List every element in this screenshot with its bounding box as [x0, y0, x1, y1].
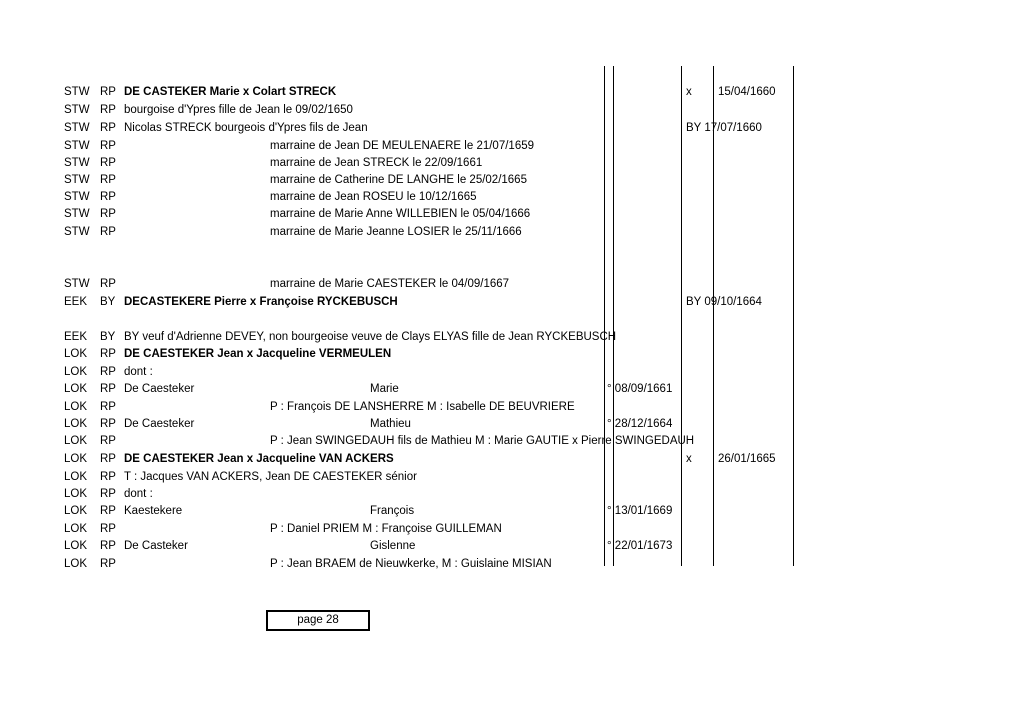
marriage-date: 15/04/1660 — [718, 86, 776, 98]
record-row — [0, 521, 1024, 538]
parish-code: LOK — [64, 505, 88, 517]
page-number: page 28 — [266, 610, 370, 631]
record-type: RP — [100, 122, 116, 134]
parish-code: LOK — [64, 453, 88, 465]
record-type: RP — [100, 540, 116, 552]
record-row — [0, 224, 1024, 241]
child-name: Mathieu — [370, 418, 411, 430]
parish-code: LOK — [64, 383, 88, 395]
record-type: RP — [100, 140, 116, 152]
record-text: De Caesteker — [124, 383, 195, 395]
record-type: RP — [100, 208, 116, 220]
record-row — [0, 329, 1024, 346]
record-title: DE CASTEKER Marie x Colart STRECK — [124, 86, 337, 98]
record-row — [0, 102, 1024, 119]
record-note: marraine de Jean STRECK le 22/09/1661 — [270, 157, 483, 169]
record-row — [0, 294, 1024, 311]
parish-code: LOK — [64, 366, 88, 378]
record-type: RP — [100, 226, 116, 238]
record-row — [0, 120, 1024, 137]
record-note: marraine de Jean DE MEULENAERE le 21/07/1659 — [270, 140, 535, 152]
record-row — [0, 346, 1024, 363]
parish-code: LOK — [64, 523, 88, 535]
record-type: RP — [100, 488, 116, 500]
record-row — [0, 486, 1024, 503]
birth-date: ° 22/01/1673 — [607, 540, 673, 552]
parish-code: LOK — [64, 435, 88, 447]
record-note: P : François DE LANSHERRE M : Isabelle DE BEUVRIERE — [270, 401, 575, 413]
parish-code: LOK — [64, 540, 88, 552]
child-name: Marie — [370, 383, 399, 395]
parish-code: LOK — [64, 471, 88, 483]
record-type: RP — [100, 435, 116, 447]
parish-code: STW — [64, 140, 90, 152]
record-row — [0, 364, 1024, 381]
record-row — [0, 172, 1024, 189]
record-text: T : Jacques VAN ACKERS, Jean DE CAESTEKER sénior — [124, 471, 417, 483]
record-note: P : Daniel PRIEM M : Françoise GUILLEMAN — [270, 523, 502, 535]
record-title: DE CAESTEKER Jean x Jacqueline VAN ACKERS — [124, 453, 394, 465]
record-row — [0, 451, 1024, 468]
parish-code: LOK — [64, 558, 88, 570]
birth-date: ° 28/12/1664 — [607, 418, 673, 430]
parish-code: STW — [64, 208, 90, 220]
parish-code: STW — [64, 122, 90, 134]
child-name: Gislenne — [370, 540, 416, 552]
record-row — [0, 84, 1024, 101]
bourgeois-date: BY 09/10/1664 — [686, 296, 762, 308]
record-text: dont : — [124, 366, 153, 378]
birth-date: ° 08/09/1661 — [607, 383, 673, 395]
parish-code: STW — [64, 226, 90, 238]
record-type: RP — [100, 86, 116, 98]
record-text: bourgoise d'Ypres fille de Jean le 09/02/1650 — [124, 104, 353, 116]
record-text: De Casteker — [124, 540, 188, 552]
record-type: RP — [100, 366, 116, 378]
record-note: marraine de Marie Anne WILLEBIEN le 05/04/1666 — [270, 208, 531, 220]
record-type: RP — [100, 523, 116, 535]
record-type: RP — [100, 418, 116, 430]
child-name: François — [370, 505, 415, 517]
record-text: De Caesteker — [124, 418, 195, 430]
record-row — [0, 433, 1024, 450]
record-type: RP — [100, 104, 116, 116]
record-note: marraine de Marie CAESTEKER le 04/09/1667 — [270, 278, 510, 290]
parish-code: LOK — [64, 401, 88, 413]
record-type: RP — [100, 401, 116, 413]
birth-date: ° 13/01/1669 — [607, 505, 673, 517]
record-row — [0, 381, 1024, 398]
record-type: RP — [100, 558, 116, 570]
record-row — [0, 155, 1024, 172]
record-note: P : Jean SWINGEDAUH fils de Mathieu M : Marie GAUTIE x Pierre SWINGEDAUH — [270, 435, 695, 447]
parish-code: EEK — [64, 331, 88, 343]
parish-code: STW — [64, 86, 90, 98]
record-row — [0, 538, 1024, 555]
parish-code: EEK — [64, 296, 88, 308]
record-row — [0, 469, 1024, 486]
record-note: P : Jean BRAEM de Nieuwkerke, M : Guislaine MISIAN — [270, 558, 552, 570]
parish-code: STW — [64, 157, 90, 169]
record-text: Kaestekere — [124, 505, 183, 517]
record-title: DE CAESTEKER Jean x Jacqueline VERMEULEN — [124, 348, 392, 360]
marriage-mark: x — [686, 86, 692, 98]
record-row — [0, 416, 1024, 433]
record-row — [0, 556, 1024, 573]
parish-code: LOK — [64, 488, 88, 500]
marriage-date: 26/01/1665 — [718, 453, 776, 465]
record-text: BY veuf d'Adrienne DEVEY, non bourgeoise veuve de Clays ELYAS fille de Jean RYCKEBUSCH — [124, 331, 617, 343]
record-type: BY — [100, 296, 116, 308]
record-row — [0, 189, 1024, 206]
record-type: RP — [100, 278, 116, 290]
record-type: RP — [100, 383, 116, 395]
record-note: marraine de Jean ROSEU le 10/12/1665 — [270, 191, 477, 203]
record-text: Nicolas STRECK bourgeois d'Ypres fils de Jean — [124, 122, 368, 134]
marriage-mark: x — [686, 453, 692, 465]
parish-code: LOK — [64, 348, 88, 360]
record-row — [0, 503, 1024, 520]
record-note: marraine de Marie Jeanne LOSIER le 25/11/1666 — [270, 226, 522, 238]
record-type: RP — [100, 174, 116, 186]
record-type: RP — [100, 348, 116, 360]
record-type: RP — [100, 191, 116, 203]
record-text: dont : — [124, 488, 153, 500]
record-row — [0, 276, 1024, 293]
parish-code: STW — [64, 174, 90, 186]
parish-code: LOK — [64, 418, 88, 430]
record-row — [0, 138, 1024, 155]
record-note: marraine de Catherine DE LANGHE le 25/02/1665 — [270, 174, 527, 186]
record-type: BY — [100, 331, 116, 343]
record-title: DECASTEKERE Pierre x Françoise RYCKEBUSCH — [124, 296, 398, 308]
bourgeois-date: BY 17/07/1660 — [686, 122, 762, 134]
parish-code: STW — [64, 104, 90, 116]
parish-code: STW — [64, 191, 90, 203]
record-type: RP — [100, 505, 116, 517]
record-row — [0, 399, 1024, 416]
record-type: RP — [100, 157, 116, 169]
record-type: RP — [100, 471, 116, 483]
parish-code: STW — [64, 278, 90, 290]
record-row — [0, 206, 1024, 223]
record-type: RP — [100, 453, 116, 465]
